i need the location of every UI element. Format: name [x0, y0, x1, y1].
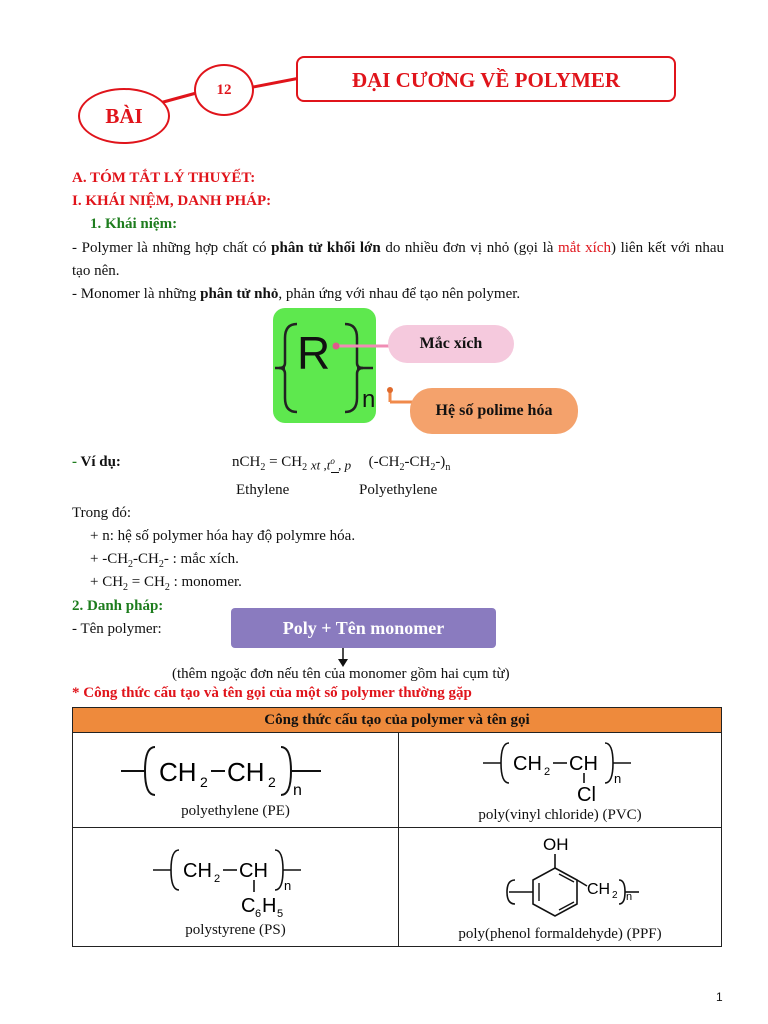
cell-ps	[73, 828, 399, 947]
svg-text:CH: CH	[239, 860, 268, 882]
table-heading: * Công thức cấu tạo và tên gọi của một số polymer thường gặp	[72, 685, 472, 701]
section-a-heading: A. TÓM TẮT LÝ THUYẾT:	[72, 170, 256, 186]
label-unit-pill	[388, 325, 514, 363]
def-monomer-prefix: - Monomer là những	[72, 286, 201, 302]
reaction-product-mid: -CH	[404, 454, 431, 470]
svg-text:CH: CH	[159, 757, 197, 787]
def-polymer-bold: phân tử khối lớn	[271, 240, 381, 256]
def-polymer-prefix: - Polymer là những hợp chất có	[72, 240, 272, 256]
section-i-heading: I. KHÁI NIỆM, DANH PHÁP:	[72, 193, 272, 209]
reaction-cond-sup: o	[330, 456, 335, 466]
def-polymer-red: mắt xích	[558, 240, 611, 256]
svg-text:n: n	[626, 891, 633, 903]
cell-pvc	[399, 733, 722, 828]
bai-label: BÀI	[105, 103, 143, 128]
pe-name: polyethylene (PE)	[181, 803, 290, 819]
svg-text:6: 6	[255, 908, 262, 920]
svg-text:n: n	[284, 878, 292, 893]
note-unit-a: + -CH	[90, 551, 129, 567]
trong-do: Trong đó:	[72, 505, 132, 521]
svg-text:C: C	[241, 895, 256, 917]
note-monomer: + $CH_2 = CH_2$ : monomer.	[90, 574, 242, 593]
svg-text:CH: CH	[513, 753, 542, 775]
subsection-2-heading: 2. Danh pháp:	[72, 598, 164, 614]
cell-pe	[73, 733, 399, 828]
note-monomer-b: = CH	[128, 574, 165, 590]
reaction-cond-p: , p	[334, 457, 352, 473]
pe-structure	[121, 739, 341, 799]
svg-text:n: n	[293, 782, 302, 799]
label-degree-pill	[410, 388, 578, 434]
lesson-number: 12	[216, 81, 232, 98]
table-header: Công thức cấu tạo của polymer và tên gọi	[73, 708, 722, 733]
svg-text:2: 2	[200, 774, 208, 790]
repeat-unit-symbol: R	[297, 327, 331, 379]
example-dash: -	[72, 454, 81, 470]
pvc-name: poly(vinyl chloride) (PVC)	[478, 807, 642, 823]
ppf-name: poly(phenol formaldehyde) (PPF)	[458, 926, 662, 942]
bracket-note: (thêm ngoặc đơn nếu tên của monomer gồm hai cụm từ)	[172, 666, 510, 682]
title-box	[296, 56, 676, 102]
example-label	[72, 454, 121, 471]
pvc-structure	[483, 737, 663, 807]
svg-text:2: 2	[214, 873, 221, 885]
note-unit-c: - : mắc xích.	[163, 551, 239, 567]
svg-text:2: 2	[268, 774, 276, 790]
svg-text:CH: CH	[227, 757, 265, 787]
monomer-definition	[72, 286, 520, 303]
cell-ppf	[399, 828, 722, 947]
reaction-left: nCH	[232, 454, 261, 470]
reaction-product-n: n	[445, 462, 451, 473]
def-polymer-suffix: ) liên kết với nhau tạo nên.	[72, 240, 724, 279]
page-title: ĐẠI CƯƠNG VỀ POLYMER	[351, 68, 621, 92]
svg-text:Cl: Cl	[577, 784, 596, 806]
svg-text:5: 5	[277, 908, 284, 920]
note-monomer-a: + CH	[90, 574, 124, 590]
svg-text:CH: CH	[587, 881, 611, 898]
page-number: 1	[716, 990, 723, 1004]
ethylene-name: Ethylene	[236, 482, 290, 498]
reaction-product: (-CH	[368, 454, 400, 470]
def-monomer-suffix: , phản ứng với nhau để tạo nên polymer.	[278, 286, 521, 302]
svg-text:CH: CH	[183, 860, 212, 882]
subsection-1-heading: 1. Khái niệm:	[90, 216, 178, 232]
example-label-text: Ví dụ:	[80, 454, 121, 470]
reaction-conditions: xt ,t	[310, 457, 331, 473]
svg-text:CH: CH	[569, 753, 598, 775]
svg-text:2: 2	[544, 766, 551, 778]
polymer-definition	[72, 237, 724, 283]
polymer-table	[72, 707, 722, 947]
note-n: + n: hệ số polymer hóa hay độ polymre hóa.	[90, 528, 356, 544]
formula-box	[231, 608, 496, 648]
ppf-structure	[495, 832, 665, 924]
reaction-mid: = CH	[265, 454, 303, 470]
svg-text:H: H	[262, 895, 277, 917]
ps-name: polystyrene (PS)	[185, 922, 286, 938]
lesson-number-oval	[194, 64, 254, 116]
def-monomer-bold: phân tử nhỏ	[200, 286, 279, 302]
ten-polymer-label: - Tên polymer:	[72, 621, 162, 637]
svg-text:n: n	[614, 771, 622, 786]
bai-oval	[78, 88, 170, 144]
label-unit: Mắc xích	[419, 335, 483, 352]
formula-box-text: Poly + Tên monomer	[282, 617, 445, 638]
ps-structure	[153, 844, 333, 920]
reaction-product-end: -)	[435, 454, 446, 470]
example-reaction: $nCH_2 = CH_2$ xt $,t^o$ , p $(-CH_2-CH_2-)_n$	[232, 454, 451, 473]
note-unit-b: -CH	[133, 551, 159, 567]
note-monomer-c: : monomer.	[169, 574, 242, 590]
degree-subscript: n	[362, 386, 376, 413]
note-unit: + $-CH_2-CH_2-$ : mắc xích.	[90, 551, 239, 570]
def-polymer-middle: do nhiều đơn vị nhỏ (gọi là	[380, 240, 559, 256]
formula-arrow	[336, 648, 350, 668]
svg-text:2: 2	[612, 890, 618, 901]
polyethylene-name: Polyethylene	[359, 482, 438, 498]
svg-text:OH: OH	[543, 835, 569, 854]
label-degree: Hệ số polime hóa	[435, 402, 553, 419]
